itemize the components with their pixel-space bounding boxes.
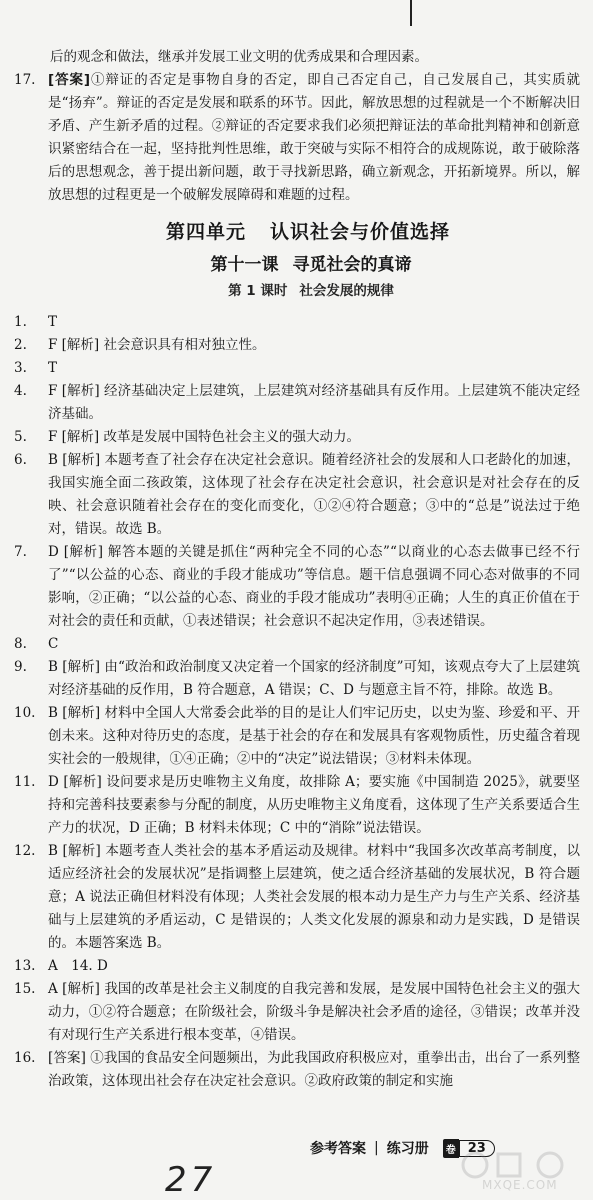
unit-number: 第四单元 <box>165 221 246 243</box>
answer-list <box>14 311 580 1093</box>
item-text: T <box>48 314 58 330</box>
item-number: 2. <box>14 337 27 353</box>
item-text: [答案] ①我国的食品安全问题频出，为此我国政府积极应对，重拳出击，出台了一系列整治政策，这体现出社会存在决定社会意识。②政府政策的制定和实施 <box>48 1050 580 1089</box>
answer-item <box>14 656 580 702</box>
answer-item <box>14 955 580 978</box>
item-text: C <box>48 636 59 652</box>
answer-tag: [答案] <box>48 72 91 88</box>
item-number: 12. <box>14 843 36 859</box>
watermark-logo-icon <box>460 1150 580 1180</box>
item-text: A [解析] 我国的改革是社会主义制度的自我完善和发展，是发展中国特色社会主义的强大动力，①②符合题意；在阶级社会，阶级斗争是解决社会矛盾的途径，③错误；改革并没有对现行生产关系进行根本变革，④错误。 <box>48 981 580 1043</box>
item-number: 17. <box>14 72 36 88</box>
intro-line: 后的观念和做法，继承并发展工业文明的优秀成果和合理因素。 <box>50 49 428 65</box>
footer-separator: | <box>374 1140 379 1156</box>
answer-item <box>14 334 580 357</box>
item-text: D [解析] 解答本题的关键是抓住“两种完全不同的心态”“以商业的心态去做事已经不行了”“以公益的心态、商业的手段才能成功”等信息。题干信息强调不同心态对做事的不同影响，②正确；“以公益的心态、商业的手段才能成功”表明④正确；人生的真正价值在于对社会的责任和贡献，①表述错误；社会意识不起决定作用，③表述错误。 <box>48 544 580 629</box>
item-text: D [解析] 设问要求是历史唯物主义角度，故排除 A；要实施《中国制造 2025》，就要坚持和完善科技要素参与分配的制度，从历史唯物主义角度看，这体现了生产关系要适合生产力的状况，D 正确；B 材料未体现；C 中的“消除”说法错误。 <box>48 774 580 836</box>
item-number: 8. <box>14 636 27 652</box>
item-number: 5. <box>14 429 27 445</box>
unit-title <box>36 217 580 244</box>
item-number: 9. <box>14 659 27 675</box>
answer-item <box>14 633 580 656</box>
answer-item <box>14 541 580 633</box>
item-number: 16. <box>14 1050 36 1066</box>
answer-item <box>14 426 580 449</box>
lesson-name: 寻觅社会的真谛 <box>292 255 412 275</box>
watermark-text: MXQE.COM <box>482 1178 558 1192</box>
item-text: B [解析] 材料中全国人大常委会此举的目的是让人们牢记历史，以史为鉴、珍爱和平、开创未来。这种对待历史的态度，是基于社会的存在和发展具有客观物质性，历史蕴含着现实社会的一般规律，①④正确；②中的“决定”说法错误；③材料未体现。 <box>48 705 580 767</box>
answer-item <box>14 771 580 840</box>
item-number: 15. <box>14 981 36 997</box>
item-number: 4. <box>14 383 27 399</box>
item-text: T <box>48 360 58 376</box>
answer-item <box>14 840 580 955</box>
answer-item-17 <box>14 69 580 207</box>
footer-book-label: 练习册 <box>386 1141 429 1157</box>
item-number: 1. <box>14 314 27 330</box>
answer-item <box>14 978 580 1047</box>
item-number: 6. <box>14 452 27 468</box>
page-spine-line <box>410 0 412 26</box>
page-number: 23 <box>459 1140 495 1157</box>
unit-name: 认识社会与价值选择 <box>270 221 451 243</box>
item-text <box>48 69 580 207</box>
item-number: 13. <box>14 958 36 974</box>
lesson-number: 第十一课 <box>210 255 279 275</box>
item-text: F [解析] 经济基础决定上层建筑，上层建筑对经济基础具有反作用。上层建筑不能决定经济基础。 <box>48 383 580 422</box>
answer-page <box>14 46 580 1093</box>
period-number: 第 1 课时 <box>228 283 288 299</box>
lesson-title <box>42 250 580 275</box>
item-text: B [解析] 由“政治和政治制度又决定着一个国家的经济制度”可知，该观点夸大了上层建筑对经济基础的反作用，B 符合题意，A 错误；C、D 与题意主旨不符，排除。故选 B。 <box>48 659 580 698</box>
period-name: 社会发展的规律 <box>299 283 394 299</box>
item-number: 3. <box>14 360 27 376</box>
footer-section-label: 参考答案 <box>310 1141 366 1157</box>
handwritten-page-number: 27 <box>165 1160 217 1200</box>
answer-item <box>14 311 580 334</box>
item-number: 7. <box>14 544 27 560</box>
site-watermark <box>460 1150 580 1196</box>
answer-item <box>14 1047 580 1093</box>
item-text: B [解析] 本题考查了社会存在决定社会意识。随着经济社会的发展和人口老龄化的加速，我国实施全面二孩政策，这体现了社会存在决定社会意识，社会意识是对社会存在的反映、社会意识随着社会存在的变化而变化，①②④符合题意；③中的“总是”说法过于绝对，错误。故选 B。 <box>48 452 580 537</box>
answer-item <box>14 357 580 380</box>
page-badge-tag: 卷 <box>443 1139 459 1158</box>
item-text: B [解析] 本题考查人类社会的基本矛盾运动及规律。材料中“我国多次改革高考制度，以适应经济社会的发展状况”是指调整上层建筑，使之适合经济基础的发展状况，B 符合题意；A 说法正确但材料没有体现；人类社会发展的根本动力是生产力与生产关系、经济基础与上层建筑的矛盾运动，C 是错误的；人类文化发展的源泉和动力是实践，D 是错误的。本题答案选 B。 <box>48 843 580 951</box>
answer-item <box>14 702 580 771</box>
answer-item <box>14 380 580 426</box>
period-title <box>42 279 580 299</box>
item-number: 10. <box>14 705 36 721</box>
item-text: A 14. D <box>48 958 108 974</box>
answer-body: ①辩证的否定是事物自身的否定，即自己否定自己，自己发展自己，其实质就是“扬弃”。辩证的否定是发展和联系的环节。因此，解放思想的过程就是一个不断解决旧矛盾、产生新矛盾的过程。②辩证的否定要求我们必须把辩证法的革命批判精神和创新意识紧密结合在一起，坚持批判性思维，敢于突破与实际不相符合的成规陈说，敢于破除落后的思想观念，善于提出新问题，敢于寻找新思路，确立新观念，开拓新境界。所以，解放思想的过程更是一个破解发展障碍和难题的过程。 <box>48 72 581 203</box>
item-text: F [解析] 社会意识具有相对独立性。 <box>48 337 266 353</box>
item-text: F [解析] 改革是发展中国特色社会主义的强大动力。 <box>48 429 360 445</box>
item-number: 11. <box>14 774 36 790</box>
answer-item <box>14 449 580 541</box>
